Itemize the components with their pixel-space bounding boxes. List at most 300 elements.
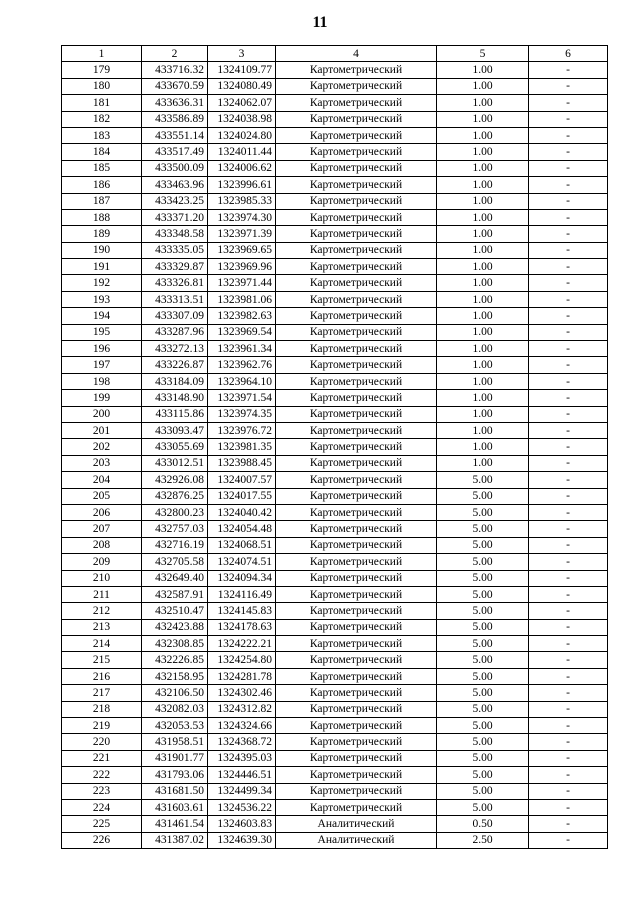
table-row bbox=[62, 636, 608, 652]
accuracy-cell: 1.00 bbox=[437, 390, 529, 406]
accuracy-cell: 1.00 bbox=[437, 78, 529, 94]
note-cell: - bbox=[529, 685, 608, 701]
point-number-cell: 180 bbox=[62, 78, 142, 94]
method-cell: Картометрический bbox=[276, 504, 437, 520]
point-number-cell: 196 bbox=[62, 341, 142, 357]
point-number-cell: 212 bbox=[62, 603, 142, 619]
table-row bbox=[62, 488, 608, 504]
method-cell: Картометрический bbox=[276, 455, 437, 471]
point-number-cell: 182 bbox=[62, 111, 142, 127]
table-row bbox=[62, 832, 608, 848]
table-row bbox=[62, 586, 608, 602]
x-coordinate-cell: 433551.14 bbox=[142, 127, 208, 143]
point-number-cell: 204 bbox=[62, 472, 142, 488]
point-number-cell: 209 bbox=[62, 554, 142, 570]
y-coordinate-cell: 1324446.51 bbox=[208, 767, 276, 783]
x-coordinate-cell: 432082.03 bbox=[142, 701, 208, 717]
y-coordinate-cell: 1323969.65 bbox=[208, 242, 276, 258]
point-number-cell: 183 bbox=[62, 127, 142, 143]
x-coordinate-cell: 431603.61 bbox=[142, 799, 208, 815]
note-cell: - bbox=[529, 554, 608, 570]
table-row bbox=[62, 701, 608, 717]
x-coordinate-cell: 432705.58 bbox=[142, 554, 208, 570]
x-coordinate-cell: 433148.90 bbox=[142, 390, 208, 406]
accuracy-cell: 5.00 bbox=[437, 750, 529, 766]
method-cell: Картометрический bbox=[276, 767, 437, 783]
table-row bbox=[62, 521, 608, 537]
method-cell: Картометрический bbox=[276, 275, 437, 291]
x-coordinate-cell: 433517.49 bbox=[142, 144, 208, 160]
point-number-cell: 202 bbox=[62, 439, 142, 455]
table-row bbox=[62, 390, 608, 406]
table-row bbox=[62, 160, 608, 176]
x-coordinate-cell: 432423.88 bbox=[142, 619, 208, 635]
table-row bbox=[62, 259, 608, 275]
table-row bbox=[62, 537, 608, 553]
note-cell: - bbox=[529, 767, 608, 783]
y-coordinate-cell: 1324254.80 bbox=[208, 652, 276, 668]
x-coordinate-cell: 432106.50 bbox=[142, 685, 208, 701]
note-cell: - bbox=[529, 504, 608, 520]
y-coordinate-cell: 1324038.98 bbox=[208, 111, 276, 127]
y-coordinate-cell: 1324007.57 bbox=[208, 472, 276, 488]
point-number-cell: 213 bbox=[62, 619, 142, 635]
y-coordinate-cell: 1324011.44 bbox=[208, 144, 276, 160]
y-coordinate-cell: 1324281.78 bbox=[208, 668, 276, 684]
table-row bbox=[62, 95, 608, 111]
x-coordinate-cell: 431681.50 bbox=[142, 783, 208, 799]
y-coordinate-cell: 1323961.34 bbox=[208, 341, 276, 357]
method-cell: Картометрический bbox=[276, 422, 437, 438]
accuracy-cell: 5.00 bbox=[437, 701, 529, 717]
note-cell: - bbox=[529, 718, 608, 734]
y-coordinate-cell: 1323985.33 bbox=[208, 193, 276, 209]
point-number-cell: 186 bbox=[62, 177, 142, 193]
table-row bbox=[62, 357, 608, 373]
x-coordinate-cell: 433586.89 bbox=[142, 111, 208, 127]
accuracy-cell: 1.00 bbox=[437, 144, 529, 160]
point-number-cell: 184 bbox=[62, 144, 142, 160]
method-cell: Картометрический bbox=[276, 78, 437, 94]
x-coordinate-cell: 433500.09 bbox=[142, 160, 208, 176]
point-number-cell: 193 bbox=[62, 291, 142, 307]
y-coordinate-cell: 1324222.21 bbox=[208, 636, 276, 652]
table-row bbox=[62, 111, 608, 127]
note-cell: - bbox=[529, 324, 608, 340]
method-cell: Картометрический bbox=[276, 554, 437, 570]
x-coordinate-cell: 433093.47 bbox=[142, 422, 208, 438]
y-coordinate-cell: 1324024.80 bbox=[208, 127, 276, 143]
table-row bbox=[62, 783, 608, 799]
x-coordinate-cell: 432308.85 bbox=[142, 636, 208, 652]
table-row bbox=[62, 62, 608, 78]
x-coordinate-cell: 433636.31 bbox=[142, 95, 208, 111]
method-cell: Картометрический bbox=[276, 521, 437, 537]
accuracy-cell: 1.00 bbox=[437, 209, 529, 225]
y-coordinate-cell: 1324536.22 bbox=[208, 799, 276, 815]
point-number-cell: 210 bbox=[62, 570, 142, 586]
table-row bbox=[62, 472, 608, 488]
note-cell: - bbox=[529, 127, 608, 143]
x-coordinate-cell: 432649.40 bbox=[142, 570, 208, 586]
accuracy-cell: 5.00 bbox=[437, 734, 529, 750]
x-coordinate-cell: 433463.96 bbox=[142, 177, 208, 193]
y-coordinate-cell: 1324080.49 bbox=[208, 78, 276, 94]
x-coordinate-cell: 433335.05 bbox=[142, 242, 208, 258]
note-cell: - bbox=[529, 209, 608, 225]
table-row bbox=[62, 750, 608, 766]
y-coordinate-cell: 1323971.44 bbox=[208, 275, 276, 291]
method-cell: Картометрический bbox=[276, 373, 437, 389]
note-cell: - bbox=[529, 144, 608, 160]
table-row bbox=[62, 78, 608, 94]
y-coordinate-cell: 1323962.76 bbox=[208, 357, 276, 373]
accuracy-cell: 1.00 bbox=[437, 341, 529, 357]
point-number-cell: 185 bbox=[62, 160, 142, 176]
method-cell: Картометрический bbox=[276, 291, 437, 307]
table-row bbox=[62, 373, 608, 389]
header-row bbox=[62, 46, 608, 62]
method-cell: Картометрический bbox=[276, 341, 437, 357]
x-coordinate-cell: 433115.86 bbox=[142, 406, 208, 422]
accuracy-cell: 1.00 bbox=[437, 111, 529, 127]
note-cell: - bbox=[529, 816, 608, 832]
table-row bbox=[62, 226, 608, 242]
table-row bbox=[62, 767, 608, 783]
accuracy-cell: 1.00 bbox=[437, 357, 529, 373]
x-coordinate-cell: 432587.91 bbox=[142, 586, 208, 602]
note-cell: - bbox=[529, 472, 608, 488]
table-row bbox=[62, 619, 608, 635]
method-cell: Картометрический bbox=[276, 718, 437, 734]
accuracy-cell: 5.00 bbox=[437, 668, 529, 684]
point-number-cell: 187 bbox=[62, 193, 142, 209]
note-cell: - bbox=[529, 603, 608, 619]
x-coordinate-cell: 433055.69 bbox=[142, 439, 208, 455]
x-coordinate-cell: 433423.25 bbox=[142, 193, 208, 209]
accuracy-cell: 1.00 bbox=[437, 324, 529, 340]
point-number-cell: 219 bbox=[62, 718, 142, 734]
method-cell: Картометрический bbox=[276, 144, 437, 160]
point-number-cell: 224 bbox=[62, 799, 142, 815]
y-coordinate-cell: 1324062.07 bbox=[208, 95, 276, 111]
x-coordinate-cell: 432800.23 bbox=[142, 504, 208, 520]
table-row bbox=[62, 554, 608, 570]
table-row bbox=[62, 734, 608, 750]
x-coordinate-cell: 432876.25 bbox=[142, 488, 208, 504]
method-cell: Картометрический bbox=[276, 357, 437, 373]
point-number-cell: 217 bbox=[62, 685, 142, 701]
accuracy-cell: 1.00 bbox=[437, 275, 529, 291]
point-number-cell: 208 bbox=[62, 537, 142, 553]
method-cell: Картометрический bbox=[276, 537, 437, 553]
note-cell: - bbox=[529, 291, 608, 307]
note-cell: - bbox=[529, 636, 608, 652]
x-coordinate-cell: 433313.51 bbox=[142, 291, 208, 307]
method-cell: Картометрический bbox=[276, 324, 437, 340]
y-coordinate-cell: 1323981.06 bbox=[208, 291, 276, 307]
note-cell: - bbox=[529, 177, 608, 193]
accuracy-cell: 1.00 bbox=[437, 226, 529, 242]
note-cell: - bbox=[529, 488, 608, 504]
x-coordinate-cell: 433716.32 bbox=[142, 62, 208, 78]
table-row bbox=[62, 504, 608, 520]
note-cell: - bbox=[529, 275, 608, 291]
point-number-cell: 220 bbox=[62, 734, 142, 750]
point-number-cell: 214 bbox=[62, 636, 142, 652]
note-cell: - bbox=[529, 668, 608, 684]
table-row bbox=[62, 291, 608, 307]
table-row bbox=[62, 177, 608, 193]
method-cell: Картометрический bbox=[276, 111, 437, 127]
accuracy-cell: 5.00 bbox=[437, 603, 529, 619]
y-coordinate-cell: 1323988.45 bbox=[208, 455, 276, 471]
note-cell: - bbox=[529, 160, 608, 176]
accuracy-cell: 5.00 bbox=[437, 652, 529, 668]
x-coordinate-cell: 433670.59 bbox=[142, 78, 208, 94]
point-number-cell: 194 bbox=[62, 308, 142, 324]
method-cell: Картометрический bbox=[276, 439, 437, 455]
x-coordinate-cell: 432757.03 bbox=[142, 521, 208, 537]
y-coordinate-cell: 1324639.30 bbox=[208, 832, 276, 848]
point-number-cell: 201 bbox=[62, 422, 142, 438]
note-cell: - bbox=[529, 259, 608, 275]
table-row bbox=[62, 275, 608, 291]
accuracy-cell: 5.00 bbox=[437, 586, 529, 602]
method-cell: Картометрический bbox=[276, 701, 437, 717]
method-cell: Картометрический bbox=[276, 390, 437, 406]
method-cell: Картометрический bbox=[276, 259, 437, 275]
point-number-cell: 203 bbox=[62, 455, 142, 471]
y-coordinate-cell: 1323971.54 bbox=[208, 390, 276, 406]
table-row bbox=[62, 193, 608, 209]
point-number-cell: 222 bbox=[62, 767, 142, 783]
table-row bbox=[62, 341, 608, 357]
accuracy-cell: 5.00 bbox=[437, 521, 529, 537]
point-number-cell: 181 bbox=[62, 95, 142, 111]
x-coordinate-cell: 433184.09 bbox=[142, 373, 208, 389]
table-row bbox=[62, 603, 608, 619]
accuracy-cell: 5.00 bbox=[437, 783, 529, 799]
y-coordinate-cell: 1324178.63 bbox=[208, 619, 276, 635]
x-coordinate-cell: 431901.77 bbox=[142, 750, 208, 766]
method-cell: Картометрический bbox=[276, 783, 437, 799]
accuracy-cell: 1.00 bbox=[437, 308, 529, 324]
y-coordinate-cell: 1324368.72 bbox=[208, 734, 276, 750]
note-cell: - bbox=[529, 373, 608, 389]
y-coordinate-cell: 1324395.03 bbox=[208, 750, 276, 766]
column-header: 3 bbox=[208, 46, 276, 62]
accuracy-cell: 5.00 bbox=[437, 718, 529, 734]
y-coordinate-cell: 1323964.10 bbox=[208, 373, 276, 389]
method-cell: Картометрический bbox=[276, 488, 437, 504]
note-cell: - bbox=[529, 455, 608, 471]
point-number-cell: 192 bbox=[62, 275, 142, 291]
accuracy-cell: 5.00 bbox=[437, 488, 529, 504]
y-coordinate-cell: 1324603.83 bbox=[208, 816, 276, 832]
table-row bbox=[62, 308, 608, 324]
note-cell: - bbox=[529, 111, 608, 127]
table-row bbox=[62, 406, 608, 422]
note-cell: - bbox=[529, 242, 608, 258]
accuracy-cell: 5.00 bbox=[437, 570, 529, 586]
y-coordinate-cell: 1323971.39 bbox=[208, 226, 276, 242]
point-number-cell: 218 bbox=[62, 701, 142, 717]
table-row bbox=[62, 816, 608, 832]
coordinates-table bbox=[61, 45, 608, 849]
y-coordinate-cell: 1323974.35 bbox=[208, 406, 276, 422]
accuracy-cell: 1.00 bbox=[437, 160, 529, 176]
point-number-cell: 205 bbox=[62, 488, 142, 504]
note-cell: - bbox=[529, 586, 608, 602]
y-coordinate-cell: 1324302.46 bbox=[208, 685, 276, 701]
method-cell: Аналитический bbox=[276, 832, 437, 848]
method-cell: Картометрический bbox=[276, 636, 437, 652]
method-cell: Картометрический bbox=[276, 127, 437, 143]
x-coordinate-cell: 432926.08 bbox=[142, 472, 208, 488]
accuracy-cell: 5.00 bbox=[437, 685, 529, 701]
y-coordinate-cell: 1323982.63 bbox=[208, 308, 276, 324]
note-cell: - bbox=[529, 357, 608, 373]
y-coordinate-cell: 1323976.72 bbox=[208, 422, 276, 438]
table-row bbox=[62, 799, 608, 815]
accuracy-cell: 1.00 bbox=[437, 291, 529, 307]
method-cell: Картометрический bbox=[276, 799, 437, 815]
y-coordinate-cell: 1323969.54 bbox=[208, 324, 276, 340]
method-cell: Картометрический bbox=[276, 177, 437, 193]
x-coordinate-cell: 432716.19 bbox=[142, 537, 208, 553]
table-row bbox=[62, 668, 608, 684]
point-number-cell: 188 bbox=[62, 209, 142, 225]
column-header: 2 bbox=[142, 46, 208, 62]
point-number-cell: 195 bbox=[62, 324, 142, 340]
x-coordinate-cell: 432510.47 bbox=[142, 603, 208, 619]
accuracy-cell: 5.00 bbox=[437, 636, 529, 652]
table-body bbox=[62, 62, 608, 849]
table-row bbox=[62, 570, 608, 586]
table-row bbox=[62, 242, 608, 258]
note-cell: - bbox=[529, 390, 608, 406]
note-cell: - bbox=[529, 570, 608, 586]
method-cell: Картометрический bbox=[276, 95, 437, 111]
note-cell: - bbox=[529, 799, 608, 815]
point-number-cell: 207 bbox=[62, 521, 142, 537]
note-cell: - bbox=[529, 783, 608, 799]
table-row bbox=[62, 209, 608, 225]
page-number: 11 bbox=[312, 14, 328, 31]
table-row bbox=[62, 324, 608, 340]
point-number-cell: 189 bbox=[62, 226, 142, 242]
x-coordinate-cell: 433307.09 bbox=[142, 308, 208, 324]
point-number-cell: 198 bbox=[62, 373, 142, 389]
y-coordinate-cell: 1324040.42 bbox=[208, 504, 276, 520]
method-cell: Картометрический bbox=[276, 62, 437, 78]
accuracy-cell: 1.00 bbox=[437, 439, 529, 455]
accuracy-cell: 1.00 bbox=[437, 95, 529, 111]
accuracy-cell: 1.00 bbox=[437, 242, 529, 258]
table-row bbox=[62, 685, 608, 701]
table-row bbox=[62, 455, 608, 471]
accuracy-cell: 1.00 bbox=[437, 193, 529, 209]
point-number-cell: 197 bbox=[62, 357, 142, 373]
method-cell: Картометрический bbox=[276, 734, 437, 750]
note-cell: - bbox=[529, 537, 608, 553]
y-coordinate-cell: 1324499.34 bbox=[208, 783, 276, 799]
method-cell: Картометрический bbox=[276, 668, 437, 684]
column-header: 5 bbox=[437, 46, 529, 62]
note-cell: - bbox=[529, 422, 608, 438]
note-cell: - bbox=[529, 619, 608, 635]
method-cell: Картометрический bbox=[276, 406, 437, 422]
accuracy-cell: 1.00 bbox=[437, 422, 529, 438]
y-coordinate-cell: 1324145.83 bbox=[208, 603, 276, 619]
point-number-cell: 215 bbox=[62, 652, 142, 668]
y-coordinate-cell: 1324054.48 bbox=[208, 521, 276, 537]
y-coordinate-cell: 1324109.77 bbox=[208, 62, 276, 78]
accuracy-cell: 1.00 bbox=[437, 177, 529, 193]
x-coordinate-cell: 433287.96 bbox=[142, 324, 208, 340]
method-cell: Картометрический bbox=[276, 209, 437, 225]
table-row bbox=[62, 652, 608, 668]
y-coordinate-cell: 1323974.30 bbox=[208, 209, 276, 225]
method-cell: Картометрический bbox=[276, 652, 437, 668]
x-coordinate-cell: 432226.85 bbox=[142, 652, 208, 668]
point-number-cell: 216 bbox=[62, 668, 142, 684]
accuracy-cell: 1.00 bbox=[437, 62, 529, 78]
note-cell: - bbox=[529, 62, 608, 78]
x-coordinate-cell: 433348.58 bbox=[142, 226, 208, 242]
point-number-cell: 191 bbox=[62, 259, 142, 275]
x-coordinate-cell: 433371.20 bbox=[142, 209, 208, 225]
table-row bbox=[62, 144, 608, 160]
point-number-cell: 190 bbox=[62, 242, 142, 258]
accuracy-cell: 2.50 bbox=[437, 832, 529, 848]
note-cell: - bbox=[529, 193, 608, 209]
column-header: 6 bbox=[529, 46, 608, 62]
note-cell: - bbox=[529, 521, 608, 537]
method-cell: Картометрический bbox=[276, 226, 437, 242]
note-cell: - bbox=[529, 95, 608, 111]
accuracy-cell: 5.00 bbox=[437, 472, 529, 488]
y-coordinate-cell: 1323996.61 bbox=[208, 177, 276, 193]
table-row bbox=[62, 127, 608, 143]
note-cell: - bbox=[529, 439, 608, 455]
note-cell: - bbox=[529, 78, 608, 94]
x-coordinate-cell: 431958.51 bbox=[142, 734, 208, 750]
method-cell: Картометрический bbox=[276, 685, 437, 701]
accuracy-cell: 5.00 bbox=[437, 504, 529, 520]
column-header: 1 bbox=[62, 46, 142, 62]
note-cell: - bbox=[529, 341, 608, 357]
y-coordinate-cell: 1324006.62 bbox=[208, 160, 276, 176]
method-cell: Картометрический bbox=[276, 619, 437, 635]
x-coordinate-cell: 432158.95 bbox=[142, 668, 208, 684]
y-coordinate-cell: 1323981.35 bbox=[208, 439, 276, 455]
x-coordinate-cell: 433329.87 bbox=[142, 259, 208, 275]
x-coordinate-cell: 432053.53 bbox=[142, 718, 208, 734]
y-coordinate-cell: 1324074.51 bbox=[208, 554, 276, 570]
x-coordinate-cell: 433272.13 bbox=[142, 341, 208, 357]
point-number-cell: 200 bbox=[62, 406, 142, 422]
y-coordinate-cell: 1324116.49 bbox=[208, 586, 276, 602]
x-coordinate-cell: 433012.51 bbox=[142, 455, 208, 471]
column-header: 4 bbox=[276, 46, 437, 62]
method-cell: Картометрический bbox=[276, 308, 437, 324]
note-cell: - bbox=[529, 734, 608, 750]
accuracy-cell: 5.00 bbox=[437, 554, 529, 570]
y-coordinate-cell: 1324324.66 bbox=[208, 718, 276, 734]
y-coordinate-cell: 1324094.34 bbox=[208, 570, 276, 586]
